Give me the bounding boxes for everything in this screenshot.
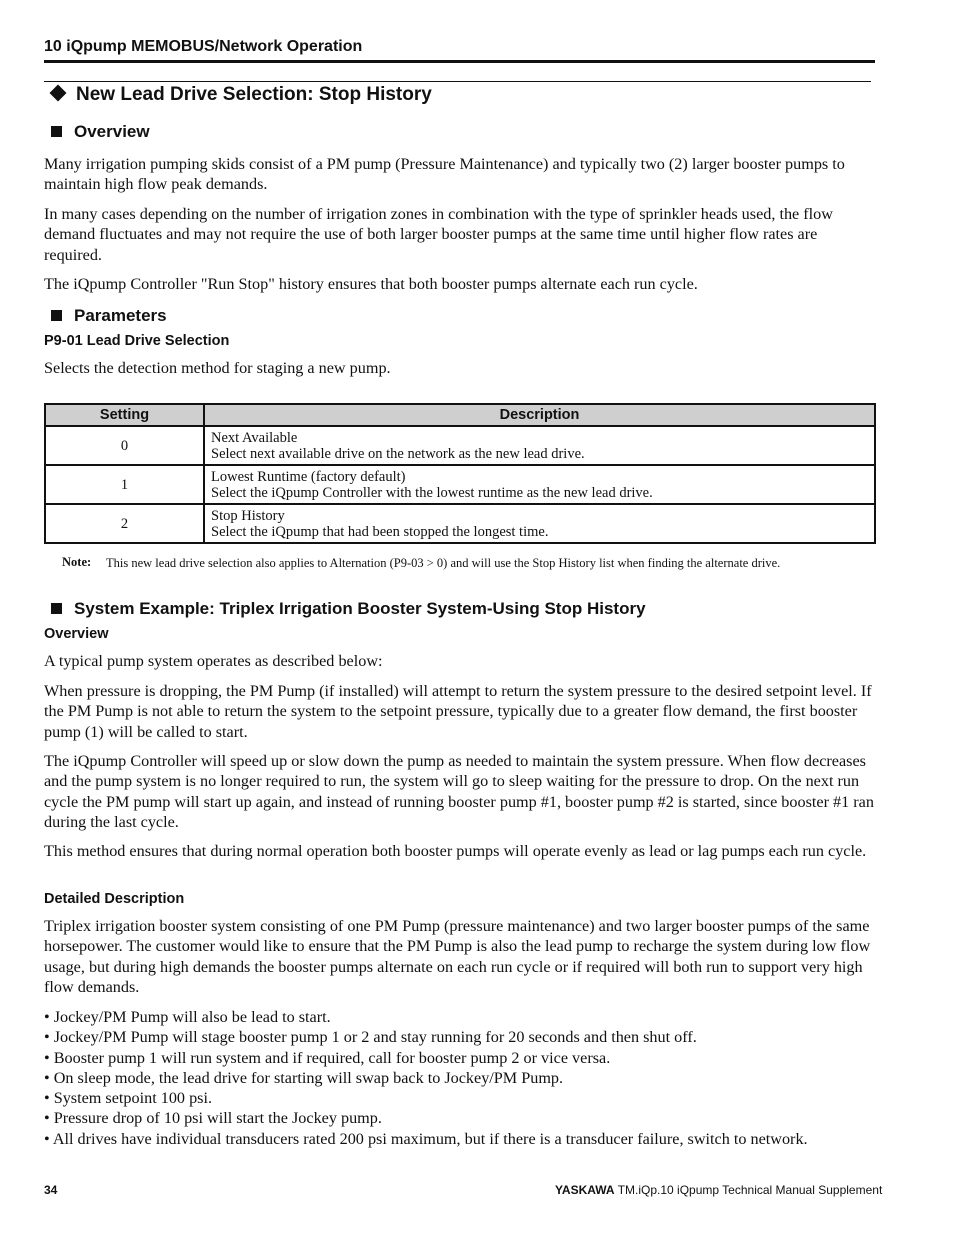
manual-title: TM.iQp.10 iQpump Technical Manual Supplement	[614, 1183, 883, 1197]
detailed-description-paragraph: Triplex irrigation booster system consisting of one PM Pump (pressure maintenance) and two larger booster pumps of the same horsepower. The customer would like to ensure that the PM Pump is also the lead pump to recharge the system during low flow usage, but during high demands the booster pumps alternate on each run cycle or if required will both run to support very high flow demands.	[44, 917, 871, 996]
setting-description	[204, 465, 875, 504]
overview-heading	[44, 122, 150, 142]
parameter-subheading: P9-01 Lead Drive Selection	[44, 333, 230, 349]
list-item: • On sleep mode, the lead drive for starting will swap back to Jockey/PM Pump.	[44, 1068, 564, 1087]
page-number: 34	[44, 1183, 58, 1197]
section-rule	[44, 81, 871, 82]
list-item: • Jockey/PM Pump will also be lead to start.	[44, 1008, 331, 1026]
chapter-header: 10 iQpump MEMOBUS/Network Operation	[44, 38, 363, 55]
table-header-row	[45, 404, 875, 426]
example-paragraph-3: The iQpump Controller will speed up or slow down the pump as needed to maintain the system pressure. When flow decreases and the pump system is no longer required to run, the system will go to sleep waiting for the pressure to drop. On the next run cycle the PM pump will start up again, and instead of running booster pump #1, booster pump #2 is started, since booster #1 ran during the last cycle.	[44, 752, 874, 831]
parameters-heading-text: Parameters	[74, 306, 167, 325]
setting-value: 2	[45, 504, 204, 543]
overview-paragraph-2: In many cases depending on the number of irrigation zones in combination with the type of sprinkler heads used, the flow demand fluctuates and may not require the use of both larger booster pumps at the same time until higher flow rates are required.	[44, 205, 833, 264]
table-row	[45, 426, 875, 465]
setting-detail: Select the iQpump Controller with the lowest runtime as the new lead drive.	[211, 485, 653, 501]
setting-description	[204, 504, 875, 543]
setting-value: 1	[45, 465, 204, 504]
footer-document-title	[555, 1183, 882, 1197]
header-rule	[44, 60, 875, 63]
table-row	[45, 504, 875, 543]
settings-table	[44, 403, 876, 544]
square-bullet-icon	[51, 126, 62, 137]
overview-paragraph-1: Many irrigation pumping skids consist of a PM pump (Pressure Maintenance) and typically two (2) larger booster pumps to maintain high flow peak demands.	[44, 155, 845, 194]
square-bullet-icon	[51, 603, 62, 614]
example-overview-heading: Overview	[44, 626, 109, 642]
column-header-description: Description	[204, 404, 875, 426]
parameter-intro: Selects the detection method for staging a new pump.	[44, 359, 391, 377]
setting-name: Stop History	[211, 508, 285, 524]
setting-description	[204, 426, 875, 465]
overview-paragraph-3: The iQpump Controller "Run Stop" history ensures that both booster pumps alternate each run cycle.	[44, 275, 698, 293]
example-heading-text: System Example: Triplex Irrigation Booster System-Using Stop History	[74, 599, 646, 618]
table-row	[45, 465, 875, 504]
square-bullet-icon	[51, 310, 62, 321]
brand-name: YASKAWA	[555, 1183, 615, 1197]
section-title-text: New Lead Drive Selection: Stop History	[76, 84, 432, 105]
setting-detail: Select next available drive on the network as the new lead drive.	[211, 446, 585, 462]
list-item: • Booster pump 1 will run system and if required, call for booster pump 2 or vice versa.	[44, 1048, 611, 1067]
section-title	[44, 84, 432, 106]
list-item: • System setpoint 100 psi.	[44, 1089, 213, 1108]
note-text: This new lead drive selection also applies to Alternation (P9-03 > 0) and will use the Stop History list when finding the alternate drive.	[106, 556, 781, 570]
list-item: • All drives have individual transducers rated 200 psi maximum, but if there is a transducer failure, switch to network.	[44, 1129, 808, 1148]
example-paragraph-2: When pressure is dropping, the PM Pump (if installed) will attempt to return the system pressure to the desired setpoint level. If the PM Pump is not able to return the system to the setpoint pressure, typically due to a greater flow demand, the first booster pump (1) will be called to start.	[44, 682, 872, 741]
note-label: Note:	[62, 555, 92, 569]
column-header-setting: Setting	[45, 404, 204, 426]
setting-name: Lowest Runtime (factory default)	[211, 469, 406, 485]
parameters-heading	[44, 306, 167, 326]
example-paragraph-4: This method ensures that during normal operation both booster pumps will operate evenly as lead or lag pumps each run cycle.	[44, 842, 867, 860]
detailed-description-heading: Detailed Description	[44, 891, 185, 907]
list-item: • Pressure drop of 10 psi will start the Jockey pump.	[44, 1109, 382, 1128]
overview-heading-text: Overview	[74, 122, 150, 141]
example-heading	[44, 599, 646, 619]
list-item: • Jockey/PM Pump will stage booster pump 1 or 2 and stay running for 20 seconds and then shut off.	[44, 1028, 697, 1047]
example-paragraph-1: A typical pump system operates as described below:	[44, 652, 383, 670]
setting-detail: Select the iQpump that had been stopped the longest time.	[211, 524, 549, 540]
setting-name: Next Available	[211, 430, 298, 446]
setting-value: 0	[45, 426, 204, 465]
requirements-list	[44, 1007, 884, 1149]
diamond-bullet-icon	[50, 85, 67, 102]
